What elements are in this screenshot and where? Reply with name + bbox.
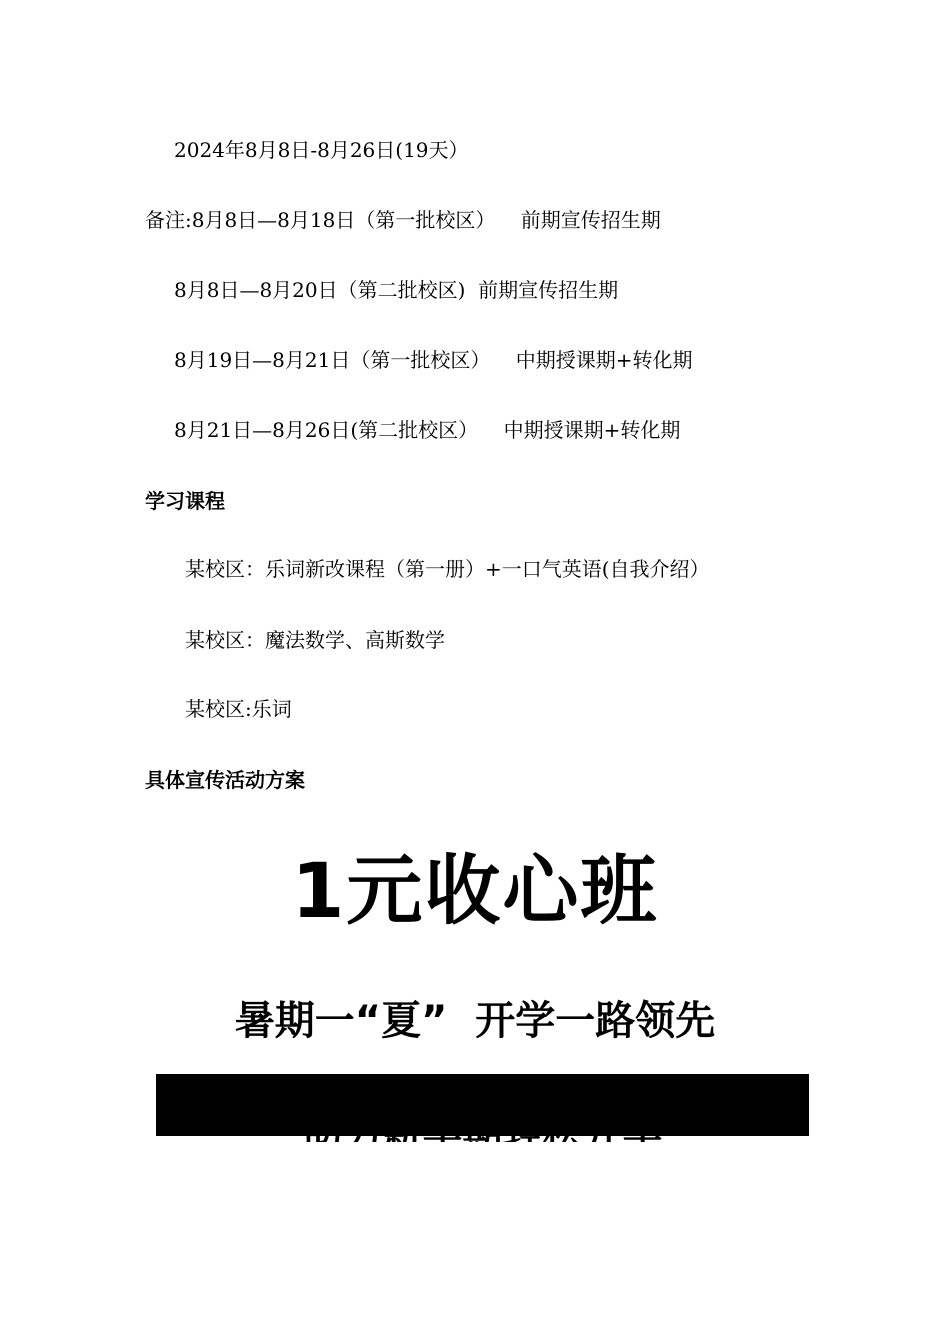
course-item: 某校区：乐词新改课程（第一册）+一口气英语(自我介绍）	[185, 557, 710, 581]
schedule-note-3: 8月19日—8月21日（第一批校区） 中期授课期+转化期	[174, 348, 693, 372]
poster-subtitle: 暑期一“夏” 开学一路领先	[234, 998, 716, 1044]
redaction-bar	[156, 1074, 809, 1136]
schedule-note-2: 8月8日—8月20日（第二批校区) 前期宣传招生期	[174, 278, 619, 302]
course-item: 某校区:乐词	[185, 697, 292, 721]
activity-heading: 具体宣传活动方案	[145, 768, 305, 792]
schedule-period: 2024年8月8日-8月26日(19天）	[174, 138, 469, 162]
course-item: 某校区：魔法数学、高斯数学	[185, 628, 445, 652]
poster-title: 1元收心班	[291, 846, 659, 935]
courses-heading: 学习课程	[145, 489, 225, 513]
schedule-note-1: 备注:8月8日—8月18日（第一批校区） 前期宣传招生期	[145, 208, 661, 232]
schedule-note-4: 8月21日—8月26日(第二批校区） 中期授课期+转化期	[174, 418, 681, 442]
